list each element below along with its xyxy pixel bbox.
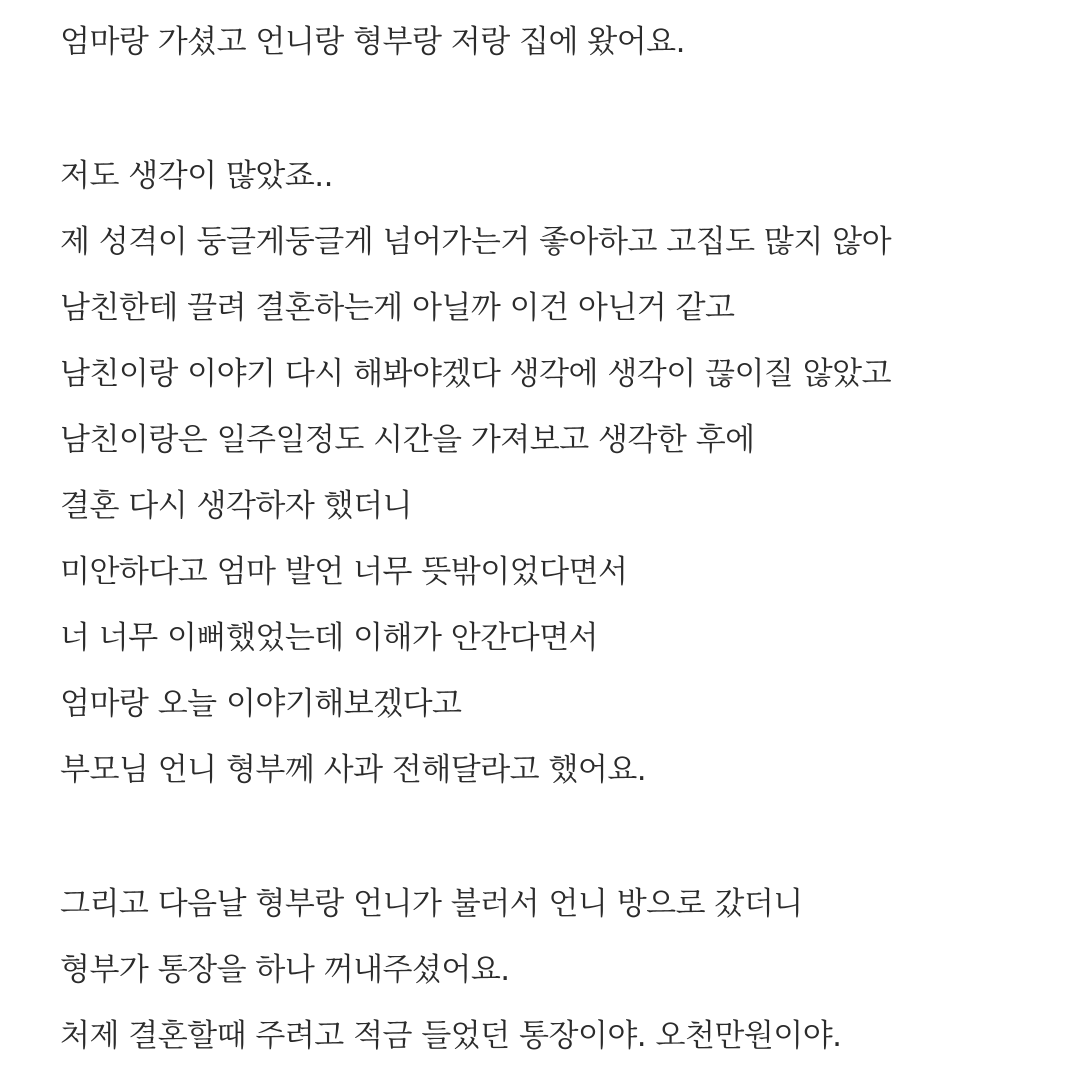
- text-line: 남친한테 끌려 결혼하는게 아닐까 이건 아닌거 같고: [60, 290, 735, 326]
- text-line: 처제 결혼할때 주려고 적금 들었던 통장이야. 오천만원이야.: [60, 1018, 842, 1054]
- text-line: 결혼 다시 생각하자 했더니: [60, 488, 412, 524]
- text-line: 미안하다고 엄마 발언 너무 뜻밖이었다면서: [60, 554, 628, 590]
- text-line: 엄마랑 가셨고 언니랑 형부랑 저랑 집에 왔어요.: [60, 24, 685, 60]
- text-line: 부모님 언니 형부께 사과 전해달라고 했어요.: [60, 752, 647, 788]
- text-line: 제 성격이 둥글게둥글게 넘어가는거 좋아하고 고집도 많지 않아: [60, 224, 892, 260]
- text-line: 너 너무 이뻐했었는데 이해가 안간다면서: [60, 620, 598, 656]
- text-line: 남친이랑은 일주일정도 시간을 가져보고 생각한 후에: [60, 422, 755, 458]
- text-line: 남친이랑 이야기 다시 해봐야겠다 생각에 생각이 끊이질 않았고: [60, 356, 892, 392]
- text-line: 저도 생각이 많았죠..: [60, 158, 333, 194]
- text-line: 엄마랑 오늘 이야기해보겠다고: [60, 686, 462, 722]
- text-line: 그리고 다음날 형부랑 언니가 불러서 언니 방으로 갔더니: [60, 886, 803, 922]
- text-line: 형부가 통장을 하나 꺼내주셨어요.: [60, 952, 510, 988]
